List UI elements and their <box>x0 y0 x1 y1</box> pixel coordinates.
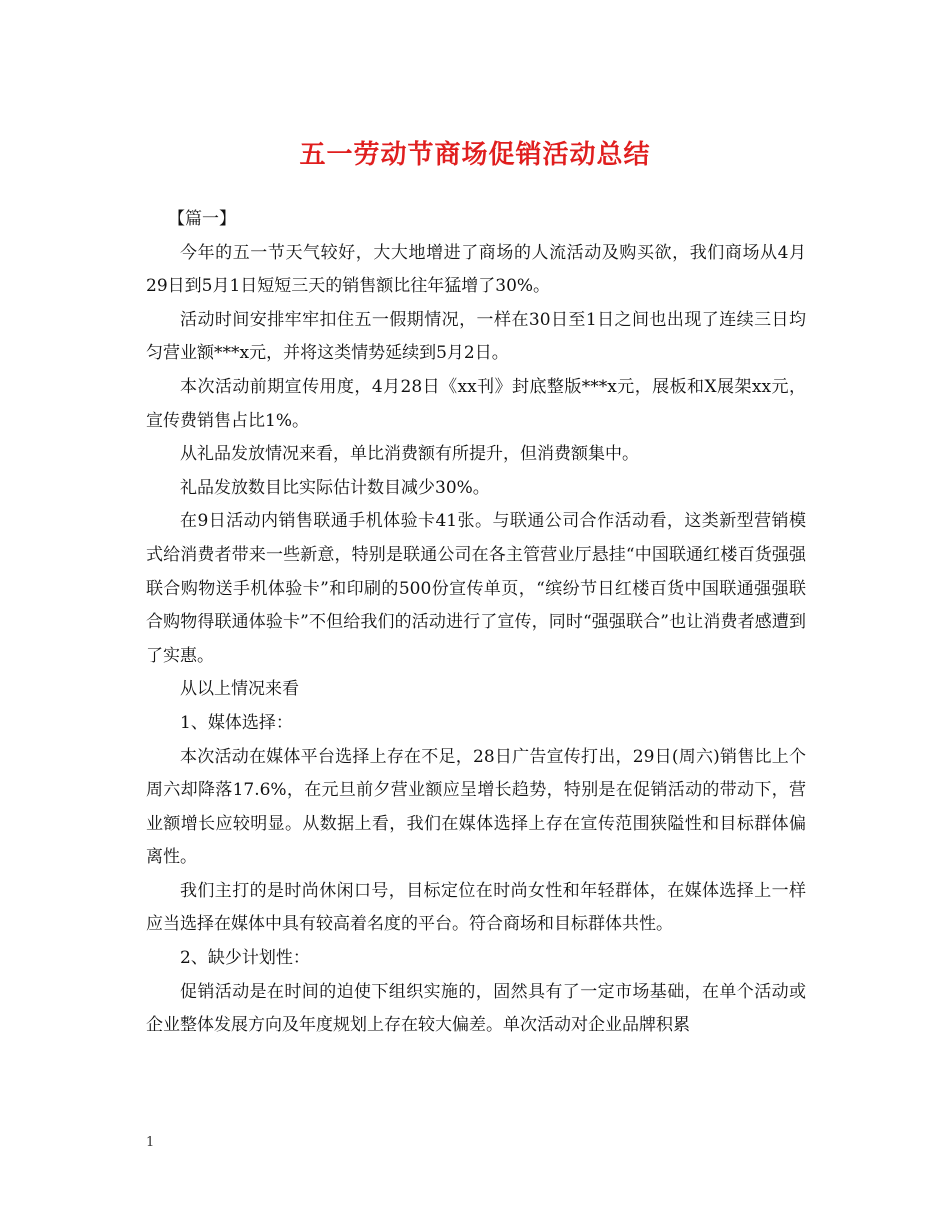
page-number: 1 <box>146 1135 155 1150</box>
paragraph: 本次活动在媒体平台选择上存在不足，28日广告宣传打出，29日(周六)销售比上个周六却降落17.6%，在元旦前夕营业额应呈增长趋势，特别是在促销活动的带动下，营业额增长应较明显。从数据上看，我们在媒体选择上存在宣传范围狭隘性和目标群体偏离性。 <box>146 746 806 868</box>
paragraph: 促销活动是在时间的迫使下组织实施的，固然具有了一定市场基础，在单个活动或企业整体发展方向及年度规划上存在较大偏差。单次活动对企业品牌积累 <box>146 981 806 1036</box>
paragraph: 本次活动前期宣传用度，4月28日《xx刊》封底整版***x元，展板和X展架xx元，宣传费销售占比1%。 <box>146 376 806 431</box>
numbered-heading: 1、媒体选择： <box>180 712 293 733</box>
numbered-heading: 2、缺少计划性： <box>180 948 310 969</box>
document-title: 五一劳动节商场促销活动总结 <box>299 140 651 170</box>
paragraph: 从以上情况来看 <box>180 679 299 700</box>
paragraph: 礼品发放数目比实际估计数目减少30%。 <box>180 477 490 498</box>
paragraph: 我们主打的是时尚休闲口号，目标定位在时尚女性和年轻群体，在媒体选择上一样应当选择在媒体中具有较高着名度的平台。符合商场和目标群体共性。 <box>146 880 806 935</box>
section-heading: 【篇一】 <box>168 209 236 229</box>
paragraph: 在9日活动内销售联通手机体验卡41张。与联通公司合作活动看，这类新型营销模式给消费者带来一些新意，特别是联通公司在各主管营业厅悬挂“中国联通红楼百货强强联合购物送手机体验卡”和印刷的500份宣传单页，“缤纷节日红楼百货中国联通强强联合购物得联通体验卡”不但给我们的活动进行了宣传，同时“强强联合”也让消费者感遭到了实惠。 <box>146 511 806 666</box>
document-body <box>146 203 806 1043</box>
paragraph: 今年的五一节天气较好，大大地增进了商场的人流活动及购买欲，我们商场从4月29日到5月1日短短三天的销售额比往年猛增了30%。 <box>146 242 806 297</box>
paragraph: 活动时间安排牢牢扣住五一假期情况，一样在30日至1日之间也出现了连续三日均匀营业额***x元，并将这类情势延续到5月2日。 <box>146 309 806 364</box>
paragraph: 从礼品发放情况来看，单比消费额有所提升，但消费额集中。 <box>180 444 639 465</box>
